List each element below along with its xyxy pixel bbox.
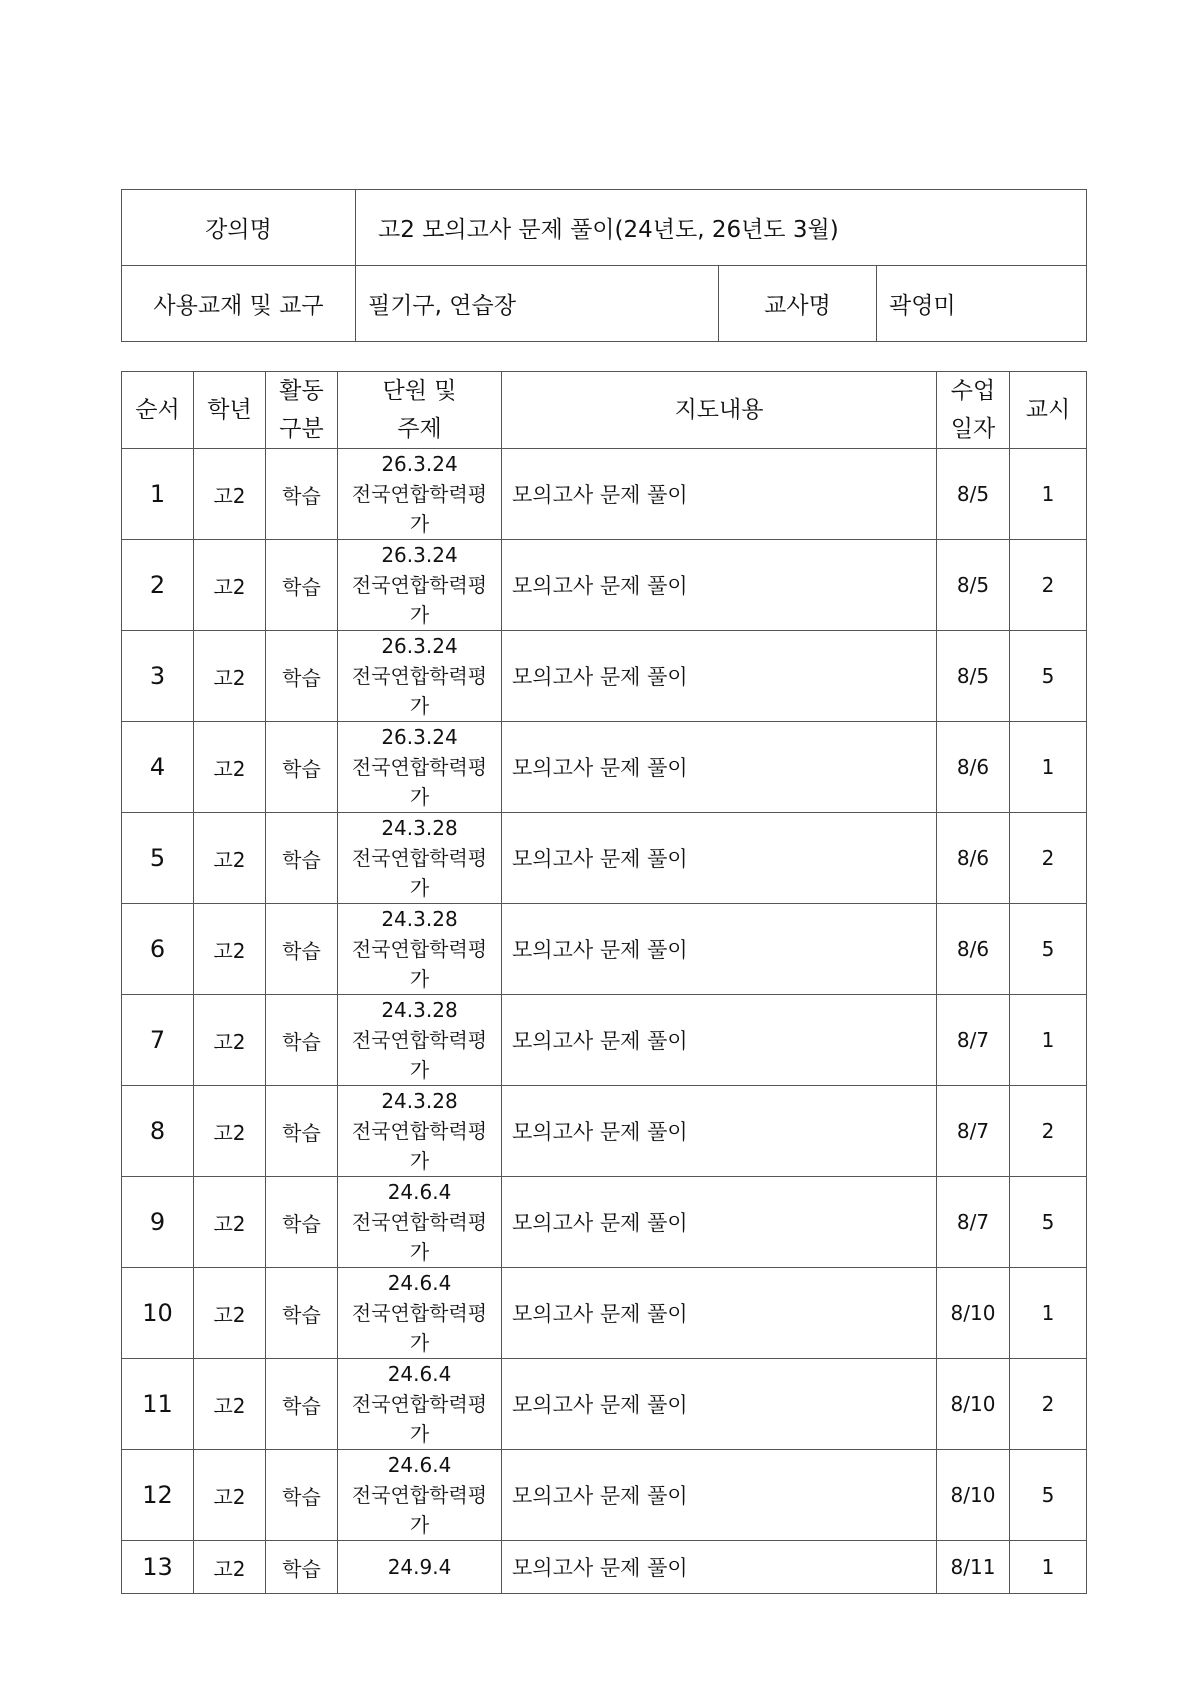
row-unit [338, 1541, 502, 1594]
row-unit-unit-line2: 가 [409, 694, 430, 718]
column-unit-line2: 주제 [397, 416, 442, 442]
teacher-label: 교사명 [719, 266, 877, 342]
column-unit [338, 372, 502, 449]
course-row [122, 190, 1087, 266]
column-content: 지도내용 [502, 372, 937, 449]
row-unit [338, 995, 502, 1086]
row-activity: 학습 [266, 1268, 338, 1359]
row-content: 모의고사 문제 풀이 [502, 1086, 937, 1177]
row-unit-unit-line1: 전국연합학력평 [351, 573, 488, 597]
row-unit-unit-line1: 전국연합학력평 [351, 846, 488, 870]
row-unit [338, 1359, 502, 1450]
row-date: 8/11 [937, 1541, 1010, 1594]
row-date: 8/7 [937, 995, 1010, 1086]
row-date: 8/7 [937, 1086, 1010, 1177]
row-activity: 학습 [266, 995, 338, 1086]
row-date: 8/6 [937, 813, 1010, 904]
row-unit-unit-line2: 가 [409, 603, 430, 627]
row-period: 5 [1010, 631, 1087, 722]
table-row [122, 904, 1087, 995]
row-order: 5 [122, 813, 194, 904]
row-unit-unit-line2: 가 [409, 512, 430, 536]
row-order: 12 [122, 1450, 194, 1541]
column-activity [266, 372, 338, 449]
row-content: 모의고사 문제 풀이 [502, 1359, 937, 1450]
row-grade: 고2 [194, 904, 266, 995]
row-period: 5 [1010, 904, 1087, 995]
row-order: 13 [122, 1541, 194, 1594]
row-unit-unit-line2: 가 [409, 876, 430, 900]
row-date: 8/5 [937, 449, 1010, 540]
row-unit [338, 1086, 502, 1177]
materials-label: 사용교재 및 교구 [122, 266, 356, 342]
row-unit-unit-line1: 전국연합학력평 [351, 937, 488, 961]
row-period: 5 [1010, 1177, 1087, 1268]
table-row [122, 813, 1087, 904]
row-activity: 학습 [266, 1177, 338, 1268]
row-period: 2 [1010, 1086, 1087, 1177]
row-date: 8/6 [937, 722, 1010, 813]
row-period: 1 [1010, 722, 1087, 813]
row-unit [338, 540, 502, 631]
row-unit-unit-line2: 가 [409, 1149, 430, 1173]
row-unit [338, 1450, 502, 1541]
table-row [122, 540, 1087, 631]
row-grade: 고2 [194, 722, 266, 813]
row-unit-unit-line2: 가 [409, 785, 430, 809]
row-content: 모의고사 문제 풀이 [502, 1541, 937, 1594]
row-unit-unit-date: 26.3.24 [381, 725, 458, 749]
row-unit-unit-date: 24.3.28 [381, 998, 458, 1022]
row-unit-unit-date: 24.3.28 [381, 816, 458, 840]
row-grade: 고2 [194, 995, 266, 1086]
lesson-schedule-table [121, 371, 1087, 1594]
row-unit-unit-date: 24.3.28 [381, 1089, 458, 1113]
column-date-line2: 일자 [950, 416, 996, 442]
row-unit [338, 631, 502, 722]
row-unit-unit-line1: 전국연합학력평 [351, 1392, 488, 1416]
row-grade: 고2 [194, 1177, 266, 1268]
row-period: 2 [1010, 813, 1087, 904]
table-row [122, 1177, 1087, 1268]
row-activity: 학습 [266, 813, 338, 904]
course-label: 강의명 [122, 190, 356, 266]
table-row [122, 1359, 1087, 1450]
row-period: 1 [1010, 449, 1087, 540]
row-unit-unit-line1: 전국연합학력평 [351, 1028, 488, 1052]
row-unit-unit-line2: 가 [409, 1331, 430, 1355]
column-unit-line1: 단원 및 [382, 378, 457, 404]
row-content: 모의고사 문제 풀이 [502, 540, 937, 631]
teacher-value: 곽영미 [877, 266, 1087, 342]
column-date-line1: 수업 [950, 378, 996, 404]
materials-row [122, 266, 1087, 342]
row-content: 모의고사 문제 풀이 [502, 904, 937, 995]
row-unit-unit-date: 24.6.4 [387, 1271, 452, 1295]
row-period: 1 [1010, 1268, 1087, 1359]
column-activity-line2: 구분 [279, 416, 324, 442]
row-order: 4 [122, 722, 194, 813]
row-order: 10 [122, 1268, 194, 1359]
row-unit-unit-date: 24.3.28 [381, 907, 458, 931]
row-date: 8/10 [937, 1359, 1010, 1450]
row-content: 모의고사 문제 풀이 [502, 1268, 937, 1359]
row-grade: 고2 [194, 1541, 266, 1594]
row-unit [338, 449, 502, 540]
materials-value: 필기구, 연습장 [356, 266, 719, 342]
row-grade: 고2 [194, 449, 266, 540]
row-unit [338, 813, 502, 904]
row-grade: 고2 [194, 1086, 266, 1177]
row-order: 2 [122, 540, 194, 631]
row-activity: 학습 [266, 1450, 338, 1541]
column-activity-line1: 활동 [279, 378, 324, 404]
schedule-header-row [122, 372, 1087, 449]
row-unit [338, 904, 502, 995]
row-date: 8/6 [937, 904, 1010, 995]
row-unit [338, 1177, 502, 1268]
row-activity: 학습 [266, 904, 338, 995]
schedule-body [122, 449, 1087, 1594]
table-row [122, 722, 1087, 813]
row-unit-unit-line2: 가 [409, 1422, 430, 1446]
row-date: 8/7 [937, 1177, 1010, 1268]
table-row [122, 1450, 1087, 1541]
table-row [122, 995, 1087, 1086]
table-row [122, 631, 1087, 722]
row-content: 모의고사 문제 풀이 [502, 449, 937, 540]
row-date: 8/10 [937, 1268, 1010, 1359]
row-content: 모의고사 문제 풀이 [502, 1177, 937, 1268]
row-content: 모의고사 문제 풀이 [502, 995, 937, 1086]
row-activity: 학습 [266, 1541, 338, 1594]
row-content: 모의고사 문제 풀이 [502, 1450, 937, 1541]
row-order: 7 [122, 995, 194, 1086]
row-activity: 학습 [266, 449, 338, 540]
row-grade: 고2 [194, 540, 266, 631]
row-unit-unit-line1: 전국연합학력평 [351, 482, 488, 506]
row-period: 5 [1010, 1450, 1087, 1541]
table-row [122, 1268, 1087, 1359]
row-activity: 학습 [266, 540, 338, 631]
row-activity: 학습 [266, 1086, 338, 1177]
row-unit-unit-date: 24.6.4 [387, 1362, 452, 1386]
row-content: 모의고사 문제 풀이 [502, 722, 937, 813]
row-unit-unit-date: 26.3.24 [381, 634, 458, 658]
row-period: 1 [1010, 995, 1087, 1086]
row-period: 2 [1010, 540, 1087, 631]
row-unit-unit-line1: 전국연합학력평 [351, 664, 488, 688]
row-order: 8 [122, 1086, 194, 1177]
row-date: 8/5 [937, 540, 1010, 631]
row-unit-unit-date: 24.9.4 [387, 1555, 452, 1579]
row-unit-unit-line2: 가 [409, 1513, 430, 1537]
row-unit-unit-date: 26.3.24 [381, 543, 458, 567]
row-activity: 학습 [266, 1359, 338, 1450]
row-order: 11 [122, 1359, 194, 1450]
row-activity: 학습 [266, 722, 338, 813]
row-unit-unit-line1: 전국연합학력평 [351, 1301, 488, 1325]
table-row [122, 1086, 1087, 1177]
row-order: 6 [122, 904, 194, 995]
row-unit [338, 1268, 502, 1359]
row-unit-unit-line2: 가 [409, 1058, 430, 1082]
row-activity: 학습 [266, 631, 338, 722]
row-unit-unit-line1: 전국연합학력평 [351, 1483, 488, 1507]
row-unit-unit-date: 26.3.24 [381, 452, 458, 476]
row-date: 8/10 [937, 1450, 1010, 1541]
row-unit-unit-date: 24.6.4 [387, 1453, 452, 1477]
row-unit-unit-date: 24.6.4 [387, 1180, 452, 1204]
course-info-table [121, 189, 1087, 342]
row-date: 8/5 [937, 631, 1010, 722]
row-unit-unit-line1: 전국연합학력평 [351, 1210, 488, 1234]
table-row [122, 449, 1087, 540]
row-unit-unit-line1: 전국연합학력평 [351, 755, 488, 779]
column-period: 교시 [1010, 372, 1087, 449]
row-unit [338, 722, 502, 813]
row-order: 9 [122, 1177, 194, 1268]
row-grade: 고2 [194, 1450, 266, 1541]
row-order: 3 [122, 631, 194, 722]
row-grade: 고2 [194, 813, 266, 904]
row-content: 모의고사 문제 풀이 [502, 813, 937, 904]
column-order: 순서 [122, 372, 194, 449]
row-unit-unit-line2: 가 [409, 1240, 430, 1264]
column-date [937, 372, 1010, 449]
row-grade: 고2 [194, 1359, 266, 1450]
row-period: 1 [1010, 1541, 1087, 1594]
row-grade: 고2 [194, 1268, 266, 1359]
row-content: 모의고사 문제 풀이 [502, 631, 937, 722]
column-grade: 학년 [194, 372, 266, 449]
table-row [122, 1541, 1087, 1594]
course-value: 고2 모의고사 문제 풀이(24년도, 26년도 3월) [356, 190, 1087, 266]
row-unit-unit-line1: 전국연합학력평 [351, 1119, 488, 1143]
row-unit-unit-line2: 가 [409, 967, 430, 991]
row-grade: 고2 [194, 631, 266, 722]
row-period: 2 [1010, 1359, 1087, 1450]
row-order: 1 [122, 449, 194, 540]
